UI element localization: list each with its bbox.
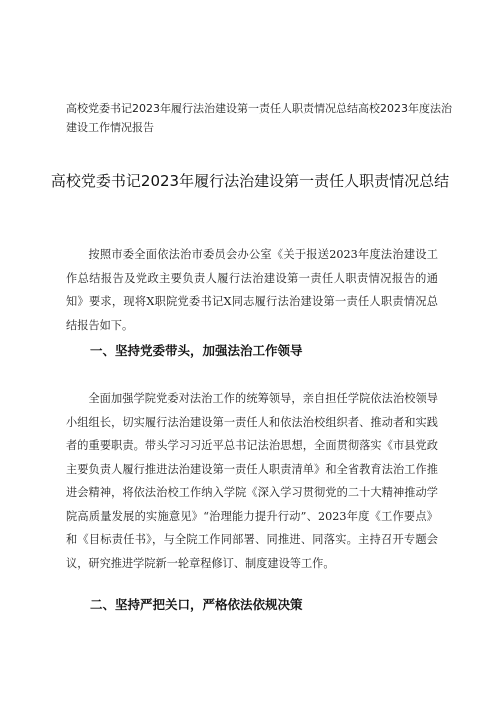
section-1-body: 全面加强学院党委对法治工作的统筹领导，亲自担任学院依法治校领导小组组长，切实履行法治建设第一责任人和依法治校组织者、推动者和实践者的重要职责。带头学习习近平总书记法治思想，全面贯彻落实《市县党政主要负责人履行推进法治建设第一责任人职责清单》和全省教育法治工作推进会精神，将依法治校工作纳入学院《深入学习贯彻党的二十大精神推动学院高质量发展的实施意见》“治理能力提升行动”、2023年度《工作要点》和《目标责任书》，与全院工作同部署、同推进、同落实。主持召开专题会议，研究推进学院新一轮章程修订、制度建设等工作。 [66, 392, 438, 570]
intro-paragraph: 按照市委全面依法治市委员会办公室《关于报送2023年度法治建设工作总结报告及党政主要负责人履行法治建设第一责任人职责情况报告的通知》要求，现将X职院党委书记X同志履行法治建设第一责任人职责情况总结报告如下。 [66, 248, 438, 332]
section-1-heading: 一、坚持党委带头，加强法治工作领导 [90, 343, 303, 358]
document-title: 高校党委书记2023年履行法治建设第一责任人职责情况总结 [50, 172, 450, 190]
section-2-heading: 二、坚持严把关口，严格依法依规决策 [90, 597, 303, 612]
document-header: 高校党委书记2023年履行法治建设第一责任人职责情况总结高校2023年度法治建设工作情况报告 [66, 102, 452, 134]
